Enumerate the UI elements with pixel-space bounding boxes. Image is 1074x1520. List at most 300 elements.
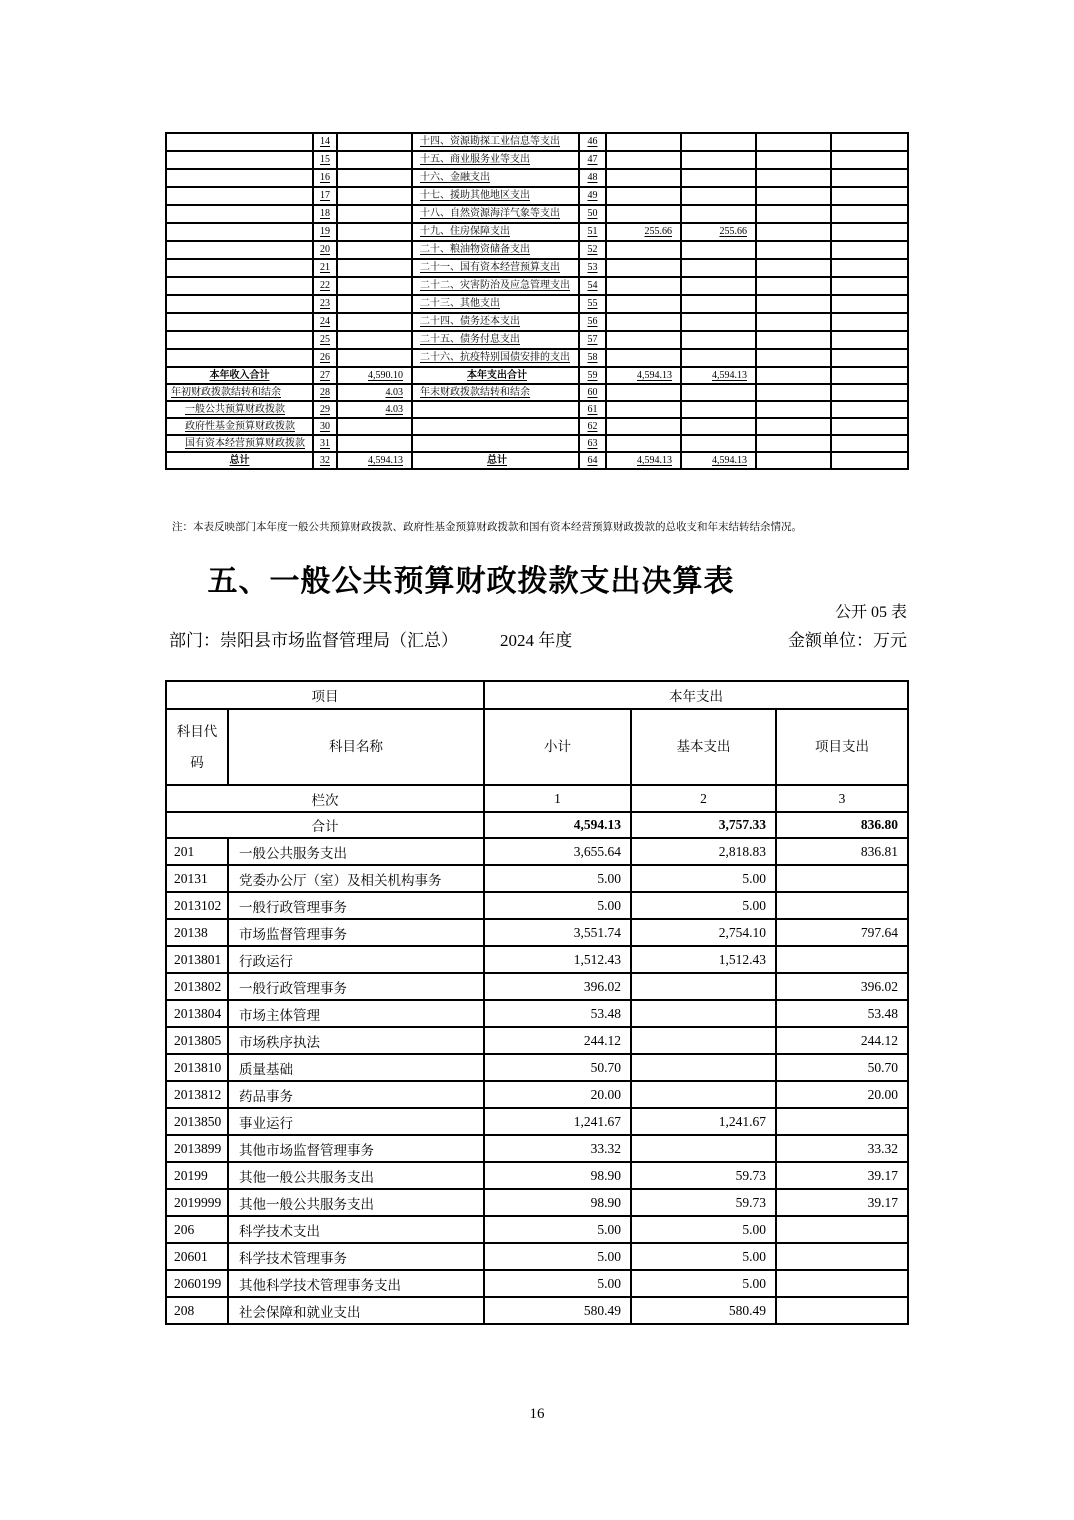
cell-income-amount [337, 187, 412, 205]
cell-basic-expense: 59.73 [631, 1162, 776, 1189]
cell-expense-amount-1: 4,594.13 [606, 367, 681, 384]
cell-subject-code: 20199 [166, 1162, 228, 1189]
balance-detail-row [166, 187, 908, 205]
cell-subject-code: 2013899 [166, 1135, 228, 1162]
table-note: 注：本表反映部门本年度一般公共预算财政拨款、政府性基金预算财政拨款和国有资本经营预算财政拨款的总收支和年末结转结余情况。 [172, 522, 802, 533]
cell-project-expense [776, 1216, 908, 1243]
table-code-label: 公开 05 表 [834, 604, 907, 621]
cell-income-line-no: 29 [313, 401, 337, 418]
cell-income-amount [337, 418, 412, 435]
column-index-1: 1 [484, 785, 631, 812]
cell-income-amount [337, 241, 412, 259]
cell-subtotal: 1,512.43 [484, 946, 631, 973]
balance-detail-row [166, 223, 908, 241]
cell-project-expense [776, 1108, 908, 1135]
cell-subtotal: 5.00 [484, 1243, 631, 1270]
cell-income-item: 本年收入合计 [166, 367, 313, 384]
cell-expense-line-no: 47 [579, 151, 606, 169]
cell-expense-amount-1 [606, 133, 681, 151]
cell-expense-amount-2 [681, 384, 756, 401]
cell-expense-amount-1 [606, 169, 681, 187]
cell-income-line-no: 14 [313, 133, 337, 151]
cell-subject-name: 行政运行 [228, 946, 484, 973]
cell-subtotal: 50.70 [484, 1054, 631, 1081]
expenditure-row [166, 946, 908, 973]
cell-income-amount: 4.03 [337, 401, 412, 418]
cell-subtotal: 33.32 [484, 1135, 631, 1162]
cell-income-item [166, 259, 313, 277]
cell-expense-amount-4 [831, 259, 908, 277]
cell-subject-code: 2013805 [166, 1027, 228, 1054]
cell-expense-item: 本年支出合计 [412, 367, 579, 384]
expenditure-column-index-row [166, 785, 908, 812]
balance-detail-row [166, 133, 908, 151]
cell-basic-expense [631, 1027, 776, 1054]
cell-expense-amount-1 [606, 418, 681, 435]
cell-expense-amount-4 [831, 223, 908, 241]
cell-income-line-no: 19 [313, 223, 337, 241]
header-current-year-expense: 本年支出 [484, 681, 908, 709]
cell-expense-amount-2 [681, 435, 756, 452]
cell-expense-line-no: 59 [579, 367, 606, 384]
cell-expense-amount-4 [831, 169, 908, 187]
cell-income-line-no: 18 [313, 205, 337, 223]
cell-expense-amount-4 [831, 435, 908, 452]
balance-summary-row [166, 401, 908, 418]
header-subtotal: 小计 [484, 709, 631, 785]
cell-expense-item: 二十一、国有资本经营预算支出 [412, 259, 579, 277]
cell-expense-amount-2: 4,594.13 [681, 452, 756, 469]
cell-subject-name: 药品事务 [228, 1081, 484, 1108]
cell-expense-item: 二十五、债务付息支出 [412, 331, 579, 349]
cell-expense-amount-3 [756, 223, 831, 241]
cell-basic-expense [631, 973, 776, 1000]
cell-income-line-no: 23 [313, 295, 337, 313]
cell-expense-amount-2 [681, 313, 756, 331]
expenditure-header-row-2 [166, 709, 908, 785]
cell-expense-amount-3 [756, 241, 831, 259]
cell-expense-amount-2 [681, 331, 756, 349]
cell-income-item [166, 331, 313, 349]
cell-expense-amount-2 [681, 205, 756, 223]
cell-subject-name: 科学技术管理事务 [228, 1243, 484, 1270]
cell-expense-item: 二十、粮油物资储备支出 [412, 241, 579, 259]
cell-income-amount [337, 295, 412, 313]
expenditure-row [166, 1216, 908, 1243]
cell-income-item: 一般公共预算财政拨款 [166, 401, 313, 418]
balance-detail-row [166, 331, 908, 349]
cell-basic-expense [631, 1135, 776, 1162]
expenditure-table [165, 680, 909, 1325]
cell-subject-name: 一般行政管理事务 [228, 892, 484, 919]
cell-expense-amount-1 [606, 313, 681, 331]
cell-income-line-no: 32 [313, 452, 337, 469]
cell-expense-amount-1 [606, 349, 681, 367]
cell-expense-item [412, 418, 579, 435]
cell-basic-expense [631, 1000, 776, 1027]
cell-expense-item [412, 435, 579, 452]
cell-expense-amount-4 [831, 452, 908, 469]
balance-table-body [166, 133, 908, 469]
cell-income-item [166, 133, 313, 151]
cell-expense-amount-2 [681, 187, 756, 205]
cell-subtotal: 580.49 [484, 1297, 631, 1324]
cell-income-line-no: 22 [313, 277, 337, 295]
cell-expense-amount-1 [606, 384, 681, 401]
expenditure-table-body [166, 681, 908, 1324]
cell-expense-amount-4 [831, 187, 908, 205]
cell-project-expense: 20.00 [776, 1081, 908, 1108]
expenditure-row [166, 1297, 908, 1324]
cell-subtotal: 20.00 [484, 1081, 631, 1108]
cell-expense-amount-3 [756, 401, 831, 418]
cell-subject-code: 20138 [166, 919, 228, 946]
cell-expense-amount-1 [606, 295, 681, 313]
cell-project-expense [776, 865, 908, 892]
cell-basic-expense: 2,818.83 [631, 838, 776, 865]
cell-expense-amount-3 [756, 295, 831, 313]
cell-project-expense: 39.17 [776, 1189, 908, 1216]
cell-expense-item: 十七、援助其他地区支出 [412, 187, 579, 205]
cell-expense-line-no: 52 [579, 241, 606, 259]
header-subject-name: 科目名称 [228, 709, 484, 785]
cell-income-item [166, 277, 313, 295]
cell-expense-amount-3 [756, 435, 831, 452]
cell-expense-amount-4 [831, 418, 908, 435]
total-project: 836.80 [776, 812, 908, 838]
cell-income-item [166, 295, 313, 313]
cell-subject-code: 2060199 [166, 1270, 228, 1297]
balance-summary-row [166, 384, 908, 401]
cell-income-line-no: 16 [313, 169, 337, 187]
cell-subject-code: 20131 [166, 865, 228, 892]
balance-summary-row [166, 367, 908, 384]
cell-expense-amount-4 [831, 384, 908, 401]
cell-subject-name: 社会保障和就业支出 [228, 1297, 484, 1324]
expenditure-row [166, 1162, 908, 1189]
cell-expense-line-no: 64 [579, 452, 606, 469]
department-label: 部门：崇阳县市场监督管理局（汇总） [169, 631, 458, 650]
cell-basic-expense: 5.00 [631, 865, 776, 892]
header-project: 项目 [166, 681, 484, 709]
expenditure-row [166, 973, 908, 1000]
cell-income-item [166, 205, 313, 223]
cell-income-item: 总计 [166, 452, 313, 469]
expenditure-row [166, 1243, 908, 1270]
column-index-3: 3 [776, 785, 908, 812]
cell-expense-amount-3 [756, 367, 831, 384]
balance-detail-row [166, 277, 908, 295]
header-column-label: 栏次 [166, 785, 484, 812]
cell-expense-amount-3 [756, 349, 831, 367]
cell-expense-item: 十六、金融支出 [412, 169, 579, 187]
cell-expense-amount-2 [681, 277, 756, 295]
column-index-2: 2 [631, 785, 776, 812]
cell-expense-item [412, 401, 579, 418]
cell-project-expense [776, 1243, 908, 1270]
cell-basic-expense: 5.00 [631, 892, 776, 919]
cell-expense-amount-3 [756, 187, 831, 205]
cell-income-amount [337, 435, 412, 452]
cell-subject-code: 2013801 [166, 946, 228, 973]
cell-income-amount: 4,590.10 [337, 367, 412, 384]
cell-expense-line-no: 49 [579, 187, 606, 205]
cell-subject-code: 208 [166, 1297, 228, 1324]
expenditure-row [166, 865, 908, 892]
cell-expense-amount-2 [681, 259, 756, 277]
cell-income-line-no: 15 [313, 151, 337, 169]
cell-income-line-no: 30 [313, 418, 337, 435]
cell-expense-amount-1 [606, 331, 681, 349]
cell-subtotal: 5.00 [484, 1270, 631, 1297]
cell-subject-code: 2013850 [166, 1108, 228, 1135]
cell-basic-expense: 2,754.10 [631, 919, 776, 946]
expenditure-total-row [166, 812, 908, 838]
cell-expense-line-no: 63 [579, 435, 606, 452]
header-basic-expense: 基本支出 [631, 709, 776, 785]
cell-expense-amount-2 [681, 133, 756, 151]
cell-income-item [166, 223, 313, 241]
cell-expense-amount-4 [831, 241, 908, 259]
balance-detail-row [166, 295, 908, 313]
cell-expense-line-no: 54 [579, 277, 606, 295]
cell-subject-name: 其他一般公共服务支出 [228, 1189, 484, 1216]
cell-basic-expense: 1,241.67 [631, 1108, 776, 1135]
cell-subject-code: 206 [166, 1216, 228, 1243]
balance-detail-row [166, 151, 908, 169]
expenditure-row [166, 1270, 908, 1297]
cell-basic-expense [631, 1081, 776, 1108]
cell-expense-amount-2 [681, 169, 756, 187]
cell-subject-name: 一般行政管理事务 [228, 973, 484, 1000]
cell-income-item [166, 169, 313, 187]
cell-project-expense: 836.81 [776, 838, 908, 865]
balance-detail-row [166, 241, 908, 259]
funding-balance-table [165, 132, 909, 470]
cell-income-line-no: 17 [313, 187, 337, 205]
cell-expense-amount-3 [756, 418, 831, 435]
balance-detail-row [166, 205, 908, 223]
cell-expense-amount-1 [606, 205, 681, 223]
cell-project-expense: 244.12 [776, 1027, 908, 1054]
cell-subtotal: 1,241.67 [484, 1108, 631, 1135]
cell-expense-line-no: 56 [579, 313, 606, 331]
expenditure-row [166, 892, 908, 919]
cell-expense-item: 年末财政拨款结转和结余 [412, 384, 579, 401]
cell-income-line-no: 25 [313, 331, 337, 349]
cell-expense-amount-1 [606, 151, 681, 169]
cell-expense-line-no: 53 [579, 259, 606, 277]
cell-expense-line-no: 55 [579, 295, 606, 313]
cell-subject-code: 20601 [166, 1243, 228, 1270]
expenditure-row [166, 1027, 908, 1054]
cell-expense-line-no: 57 [579, 331, 606, 349]
cell-income-line-no: 27 [313, 367, 337, 384]
cell-expense-item: 十九、住房保障支出 [412, 223, 579, 241]
cell-income-line-no: 31 [313, 435, 337, 452]
cell-project-expense: 33.32 [776, 1135, 908, 1162]
cell-subject-name: 事业运行 [228, 1108, 484, 1135]
expenditure-row [166, 1081, 908, 1108]
expenditure-row [166, 1135, 908, 1162]
cell-income-line-no: 24 [313, 313, 337, 331]
cell-expense-line-no: 60 [579, 384, 606, 401]
cell-expense-amount-3 [756, 205, 831, 223]
unit-label: 金额单位：万元 [788, 631, 907, 650]
cell-income-line-no: 26 [313, 349, 337, 367]
expenditure-row [166, 1000, 908, 1027]
cell-project-expense [776, 946, 908, 973]
cell-income-amount [337, 151, 412, 169]
cell-income-amount [337, 223, 412, 241]
cell-project-expense: 396.02 [776, 973, 908, 1000]
total-label: 合计 [166, 812, 484, 838]
cell-expense-item: 十八、自然资源海洋气象等支出 [412, 205, 579, 223]
cell-income-item: 年初财政拨款结转和结余 [166, 384, 313, 401]
cell-subject-name: 其他科学技术管理事务支出 [228, 1270, 484, 1297]
cell-subject-name: 一般公共服务支出 [228, 838, 484, 865]
cell-subject-name: 市场主体管理 [228, 1000, 484, 1027]
cell-subject-code: 2013810 [166, 1054, 228, 1081]
cell-expense-amount-1: 4,594.13 [606, 452, 681, 469]
cell-expense-amount-3 [756, 452, 831, 469]
cell-expense-amount-1 [606, 241, 681, 259]
cell-expense-amount-2 [681, 418, 756, 435]
cell-income-item [166, 241, 313, 259]
cell-expense-line-no: 50 [579, 205, 606, 223]
cell-expense-amount-3 [756, 313, 831, 331]
balance-summary-row [166, 435, 908, 452]
cell-expense-amount-3 [756, 277, 831, 295]
cell-expense-amount-4 [831, 205, 908, 223]
expenditure-row [166, 1108, 908, 1135]
cell-basic-expense: 580.49 [631, 1297, 776, 1324]
cell-project-expense [776, 1270, 908, 1297]
cell-subject-code: 201 [166, 838, 228, 865]
cell-expense-amount-4 [831, 295, 908, 313]
cell-expense-item: 二十六、抗疫特别国债安排的支出 [412, 349, 579, 367]
cell-income-amount [337, 277, 412, 295]
cell-basic-expense: 59.73 [631, 1189, 776, 1216]
cell-basic-expense: 1,512.43 [631, 946, 776, 973]
header-project-expense: 项目支出 [776, 709, 908, 785]
cell-subtotal: 3,551.74 [484, 919, 631, 946]
cell-expense-amount-2 [681, 295, 756, 313]
cell-expense-amount-2 [681, 241, 756, 259]
cell-expense-amount-3 [756, 331, 831, 349]
cell-expense-line-no: 51 [579, 223, 606, 241]
cell-basic-expense: 5.00 [631, 1216, 776, 1243]
cell-expense-line-no: 46 [579, 133, 606, 151]
cell-expense-item: 二十三、其他支出 [412, 295, 579, 313]
cell-basic-expense: 5.00 [631, 1270, 776, 1297]
cell-expense-item: 二十四、债务还本支出 [412, 313, 579, 331]
cell-subtotal: 244.12 [484, 1027, 631, 1054]
cell-expense-item: 二十二、灾害防治及应急管理支出 [412, 277, 579, 295]
cell-income-item: 政府性基金预算财政拨款 [166, 418, 313, 435]
cell-income-item [166, 151, 313, 169]
cell-expense-amount-4 [831, 133, 908, 151]
cell-basic-expense [631, 1054, 776, 1081]
cell-subject-name: 科学技术支出 [228, 1216, 484, 1243]
cell-expense-amount-4 [831, 151, 908, 169]
cell-expense-line-no: 58 [579, 349, 606, 367]
cell-expense-amount-4 [831, 349, 908, 367]
cell-expense-amount-2: 4,594.13 [681, 367, 756, 384]
expenditure-header-row-1 [166, 681, 908, 709]
cell-project-expense: 53.48 [776, 1000, 908, 1027]
cell-income-amount [337, 259, 412, 277]
cell-subject-name: 其他市场监督管理事务 [228, 1135, 484, 1162]
cell-subject-name: 质量基础 [228, 1054, 484, 1081]
cell-expense-amount-2: 255.66 [681, 223, 756, 241]
cell-project-expense: 797.64 [776, 919, 908, 946]
section-title: 五、一般公共预算财政拨款支出决算表 [207, 565, 735, 598]
cell-subtotal: 396.02 [484, 973, 631, 1000]
cell-subject-code: 2013812 [166, 1081, 228, 1108]
cell-income-amount [337, 169, 412, 187]
cell-income-amount: 4,594.13 [337, 452, 412, 469]
cell-subtotal: 5.00 [484, 865, 631, 892]
balance-detail-row [166, 313, 908, 331]
cell-expense-item: 总计 [412, 452, 579, 469]
cell-expense-amount-3 [756, 169, 831, 187]
cell-project-expense: 39.17 [776, 1162, 908, 1189]
cell-income-amount [337, 205, 412, 223]
cell-income-amount [337, 133, 412, 151]
cell-expense-item: 十四、资源勘探工业信息等支出 [412, 133, 579, 151]
cell-income-item [166, 349, 313, 367]
cell-project-expense [776, 892, 908, 919]
cell-income-item: 国有资本经营预算财政拨款 [166, 435, 313, 452]
cell-expense-amount-3 [756, 259, 831, 277]
cell-expense-amount-1 [606, 187, 681, 205]
cell-expense-amount-4 [831, 367, 908, 384]
cell-expense-amount-1 [606, 259, 681, 277]
expenditure-row [166, 1054, 908, 1081]
cell-subject-code: 2019999 [166, 1189, 228, 1216]
cell-subtotal: 3,655.64 [484, 838, 631, 865]
balance-detail-row [166, 169, 908, 187]
cell-expense-amount-1 [606, 401, 681, 418]
cell-expense-amount-1 [606, 435, 681, 452]
expenditure-row [166, 1189, 908, 1216]
cell-subject-name: 其他一般公共服务支出 [228, 1162, 484, 1189]
cell-income-amount [337, 331, 412, 349]
cell-expense-amount-4 [831, 313, 908, 331]
cell-expense-amount-3 [756, 151, 831, 169]
page-number: 16 [529, 1406, 545, 1422]
expenditure-row [166, 838, 908, 865]
cell-expense-item: 十五、商业服务业等支出 [412, 151, 579, 169]
cell-subject-name: 党委办公厅（室）及相关机构事务 [228, 865, 484, 892]
total-basic: 3,757.33 [631, 812, 776, 838]
cell-subject-name: 市场监督管理事务 [228, 919, 484, 946]
cell-income-amount [337, 313, 412, 331]
cell-subtotal: 5.00 [484, 1216, 631, 1243]
cell-expense-amount-2 [681, 151, 756, 169]
cell-expense-amount-1 [606, 277, 681, 295]
cell-income-line-no: 21 [313, 259, 337, 277]
cell-subject-code: 2013804 [166, 1000, 228, 1027]
cell-expense-line-no: 61 [579, 401, 606, 418]
cell-expense-line-no: 48 [579, 169, 606, 187]
cell-basic-expense: 5.00 [631, 1243, 776, 1270]
balance-detail-row [166, 259, 908, 277]
cell-subject-name: 市场秩序执法 [228, 1027, 484, 1054]
cell-subject-code: 2013102 [166, 892, 228, 919]
cell-expense-amount-2 [681, 401, 756, 418]
